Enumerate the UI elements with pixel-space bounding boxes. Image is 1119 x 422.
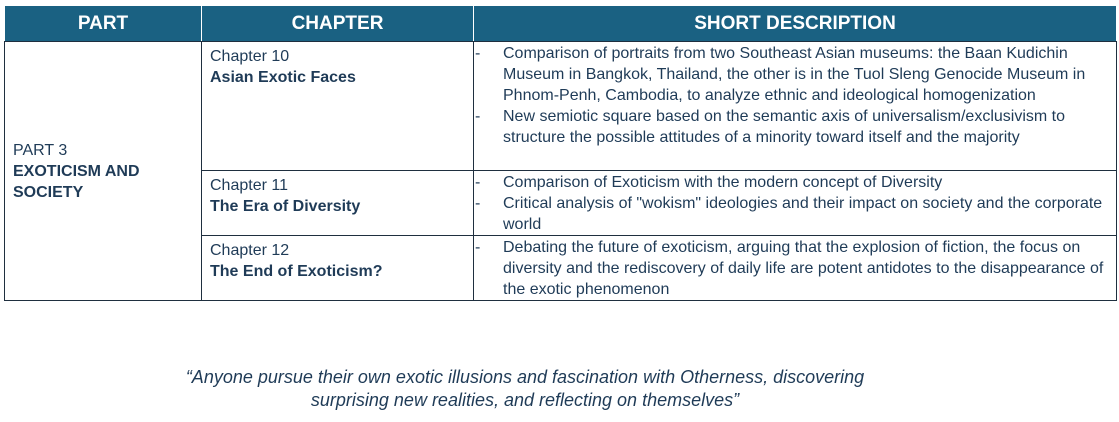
header-short-description: SHORT DESCRIPTION bbox=[474, 6, 1117, 42]
chapter-cell bbox=[202, 236, 474, 301]
description-item bbox=[474, 193, 1110, 235]
description-item bbox=[474, 106, 1110, 148]
description-text: Comparison of Exoticism with the modern concept of Diversity bbox=[503, 174, 943, 191]
description-item bbox=[474, 237, 1110, 300]
quote-line-1: “Anyone pursue their own exotic illusions and fascination with Otherness, discovering bbox=[185, 367, 865, 387]
chapter-title: The End of Exoticism? bbox=[210, 263, 383, 280]
quote-line-2: surprising new realities, and reflecting on themselves” bbox=[310, 390, 740, 410]
chapter-title: The Era of Diversity bbox=[210, 198, 361, 215]
header-part: PART bbox=[5, 6, 202, 42]
description-cell bbox=[474, 42, 1117, 171]
table-header-row bbox=[5, 6, 1117, 42]
chapter-cell bbox=[202, 171, 474, 236]
description-text: Debating the future of exoticism, arguing that the explosion of fiction, the focus on diversity and the rediscovery of daily life are potent antidotes to the disappearance of the exotic phenomenon bbox=[503, 239, 1104, 298]
chapter-overview-table bbox=[4, 5, 1117, 301]
description-text: Comparison of portraits from two Southeast Asian museums: the Baan Kudichin Museum in Bangkok, Thailand, the other is in the Tuol Sleng Genocide Museum in Phnom-Penh, Cambodia, to analyze ethnic and ideological homogenization bbox=[503, 45, 1086, 104]
bullet-dash: - bbox=[475, 45, 481, 62]
description-list bbox=[474, 43, 1110, 148]
part-title: EXOTICISM AND SOCIETY bbox=[13, 162, 140, 201]
description-cell bbox=[474, 171, 1117, 236]
description-list bbox=[474, 172, 1110, 235]
description-text: Critical analysis of "wokism" ideologies and their impact on society and the corporate world bbox=[503, 195, 1103, 233]
bullet-dash: - bbox=[475, 195, 481, 212]
description-item bbox=[474, 43, 1110, 106]
bullet-dash: - bbox=[475, 108, 481, 125]
chapter-title: Asian Exotic Faces bbox=[210, 69, 356, 86]
closing-quote bbox=[100, 366, 950, 412]
part-cell bbox=[5, 42, 202, 301]
chapter-cell bbox=[202, 42, 474, 171]
description-list bbox=[474, 237, 1110, 300]
description-text: New semiotic square based on the semantic axis of universalism/exclusivism to structure the possible attitudes of a minority toward itself and the majority bbox=[503, 108, 1066, 146]
description-cell bbox=[474, 236, 1117, 301]
chapter-number: Chapter 11 bbox=[210, 177, 288, 194]
part-number: PART 3 bbox=[13, 141, 68, 159]
bullet-dash: - bbox=[475, 239, 481, 256]
chapter-number: Chapter 10 bbox=[210, 48, 290, 65]
table-row-chapter-10 bbox=[5, 42, 1117, 171]
description-item bbox=[474, 172, 1110, 193]
chapter-number: Chapter 12 bbox=[210, 242, 290, 259]
header-chapter: CHAPTER bbox=[202, 6, 474, 42]
bullet-dash: - bbox=[475, 174, 481, 191]
